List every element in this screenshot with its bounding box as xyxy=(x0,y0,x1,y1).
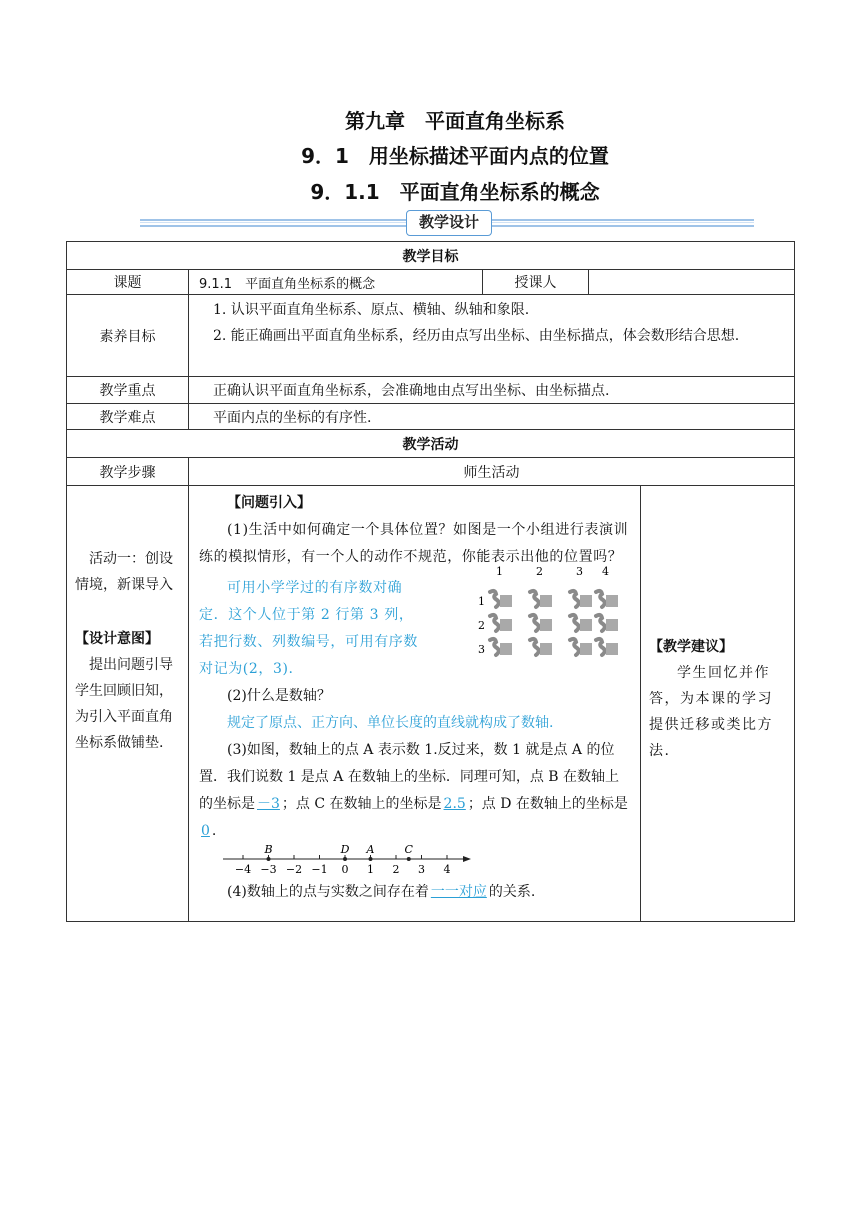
question-3-mid1: ；点 C 在数轴上的坐标是 xyxy=(281,796,442,812)
key-label: 教学重点 xyxy=(67,377,189,404)
formation-figure xyxy=(476,565,626,665)
activity-1-content xyxy=(189,486,641,922)
performer-mark xyxy=(570,615,592,631)
formation-col-label: 3 xyxy=(576,565,583,578)
axis-point-label: C xyxy=(404,845,413,856)
subsection-title: 9．1.1 平面直角坐标系的概念 xyxy=(310,180,600,204)
topic-label: 课题 xyxy=(67,270,189,295)
difficulty-label: 教学难点 xyxy=(67,404,189,430)
question-3-mid2: ；点 D 在数轴上的坐标是 xyxy=(467,796,628,812)
question-4-text: (4)数轴上的点与实数之间存在着 xyxy=(227,884,429,900)
teacher-label: 授课人 xyxy=(483,270,589,295)
question-2: (2)什么是数轴？ xyxy=(227,688,331,704)
axis-tick-label: 2 xyxy=(392,863,400,876)
axis-tick-label: 1 xyxy=(367,863,374,876)
question-3 xyxy=(199,737,632,845)
intent-text: 提出问题引导学生回顾旧知，为引入平面直角坐标系做铺垫. xyxy=(75,657,173,751)
axis-point-label: D xyxy=(340,845,350,856)
performer-mark xyxy=(596,591,618,607)
problem-label: 【问题引入】 xyxy=(227,495,311,511)
key-value: 正确认识平面直角坐标系，会准确地由点写出坐标、由坐标描点. xyxy=(189,377,795,404)
activity-1-right xyxy=(641,486,795,922)
formation-row-label: 3 xyxy=(478,643,485,656)
performer-mark xyxy=(530,615,552,631)
formation-row-label: 1 xyxy=(478,595,485,608)
d-coordinate: 0 xyxy=(201,823,210,839)
axis-tick-label: −4 xyxy=(234,863,252,876)
axis-tick-label: −3 xyxy=(260,863,277,876)
axis-tick-label: 4 xyxy=(443,863,451,876)
banner-badge: 教学设计 xyxy=(406,210,492,236)
steps-label: 教学步骤 xyxy=(67,458,189,486)
performer-mark xyxy=(530,591,552,607)
intent-label: 【设计意图】 xyxy=(75,631,159,647)
axis-point xyxy=(267,857,271,861)
axis-point-label: B xyxy=(264,845,273,856)
literacy-goal-1: 1. 认识平面直角坐标系、原点、横轴、纵轴和象限. xyxy=(213,302,530,318)
axis-point xyxy=(369,857,373,861)
formation-col-label: 4 xyxy=(602,565,609,578)
question-4-end: 的关系. xyxy=(488,884,536,900)
goal-header: 教学目标 xyxy=(67,242,795,270)
formation-col-label: 2 xyxy=(536,565,543,578)
chapter-title: 第九章 平面直角坐标系 xyxy=(345,109,565,133)
q4-blank: 一一对应 xyxy=(430,884,487,900)
title-block xyxy=(0,104,860,210)
performer-mark xyxy=(570,591,592,607)
performer-mark xyxy=(530,639,552,655)
literacy-label: 素养目标 xyxy=(67,295,189,377)
question-1: (1)生活中如何确定一个具体位置？如图是一个小组进行表演训练的模拟情形，有一个人的动作不规范，你能表示出他的位置吗？ xyxy=(199,522,629,565)
question-4 xyxy=(199,879,632,906)
performer-mark xyxy=(490,591,512,607)
activity-header: 教学活动 xyxy=(67,430,795,458)
performer-mark xyxy=(596,615,618,631)
axis-tick-label: 0 xyxy=(341,863,349,876)
axis-point xyxy=(343,857,347,861)
question-3-text: (3)如图，数轴上的点 A 表示数 1.反过来，数 1 就是点 A 的位置．我们说数 1 是点 A 在数轴上的坐标．同理可知，点 B 在数轴上的坐标是 xyxy=(199,742,620,812)
question-3-end: . xyxy=(211,823,217,839)
axis-tick-label: −1 xyxy=(311,863,328,876)
literacy-goals xyxy=(189,295,795,377)
b-coordinate: －3 xyxy=(257,796,280,812)
answer-1: 可用小学学过的有序数对确定．这个人位于第 2 行第 3 列，若把行数、列数编号，可用有序数对记为(2，3). xyxy=(199,580,418,677)
teacher-value xyxy=(589,270,795,295)
performer-mark xyxy=(490,639,512,655)
answer-2: 规定了原点、正方向、单位长度的直线就构成了数轴. xyxy=(227,715,554,731)
difficulty-value: 平面内点的坐标的有序性. xyxy=(189,404,795,430)
activity-1-name: 活动一：创设情境，新课导入 xyxy=(75,551,173,593)
axis-point-label: A xyxy=(366,845,375,856)
number-line-figure xyxy=(219,845,489,879)
performer-mark xyxy=(490,615,512,631)
teacher-student-label: 师生活动 xyxy=(189,458,795,486)
formation-row-label: 2 xyxy=(478,619,485,632)
c-coordinate: 2.5 xyxy=(443,796,466,812)
axis-tick-label: −2 xyxy=(285,863,303,876)
performer-mark xyxy=(570,639,592,655)
suggest-label: 【教学建议】 xyxy=(649,639,733,655)
axis-tick-label: 3 xyxy=(418,863,425,876)
activity-1-left xyxy=(67,486,189,922)
axis-point xyxy=(407,857,411,861)
design-banner xyxy=(140,210,754,236)
literacy-goal-2: 2. 能正确画出平面直角坐标系，经历由点写出坐标、由坐标描点，体会数形结合思想. xyxy=(213,328,740,344)
lesson-table xyxy=(66,241,795,922)
suggest-text: 学生回忆并作答，为本课的学习提供迁移或类比方法. xyxy=(649,665,773,759)
formation-col-label: 1 xyxy=(496,565,503,578)
section-title: 9．1 用坐标描述平面内点的位置 xyxy=(301,144,609,168)
topic-value: 9.1.1 平面直角坐标系的概念 xyxy=(189,270,483,295)
performer-mark xyxy=(596,639,618,655)
